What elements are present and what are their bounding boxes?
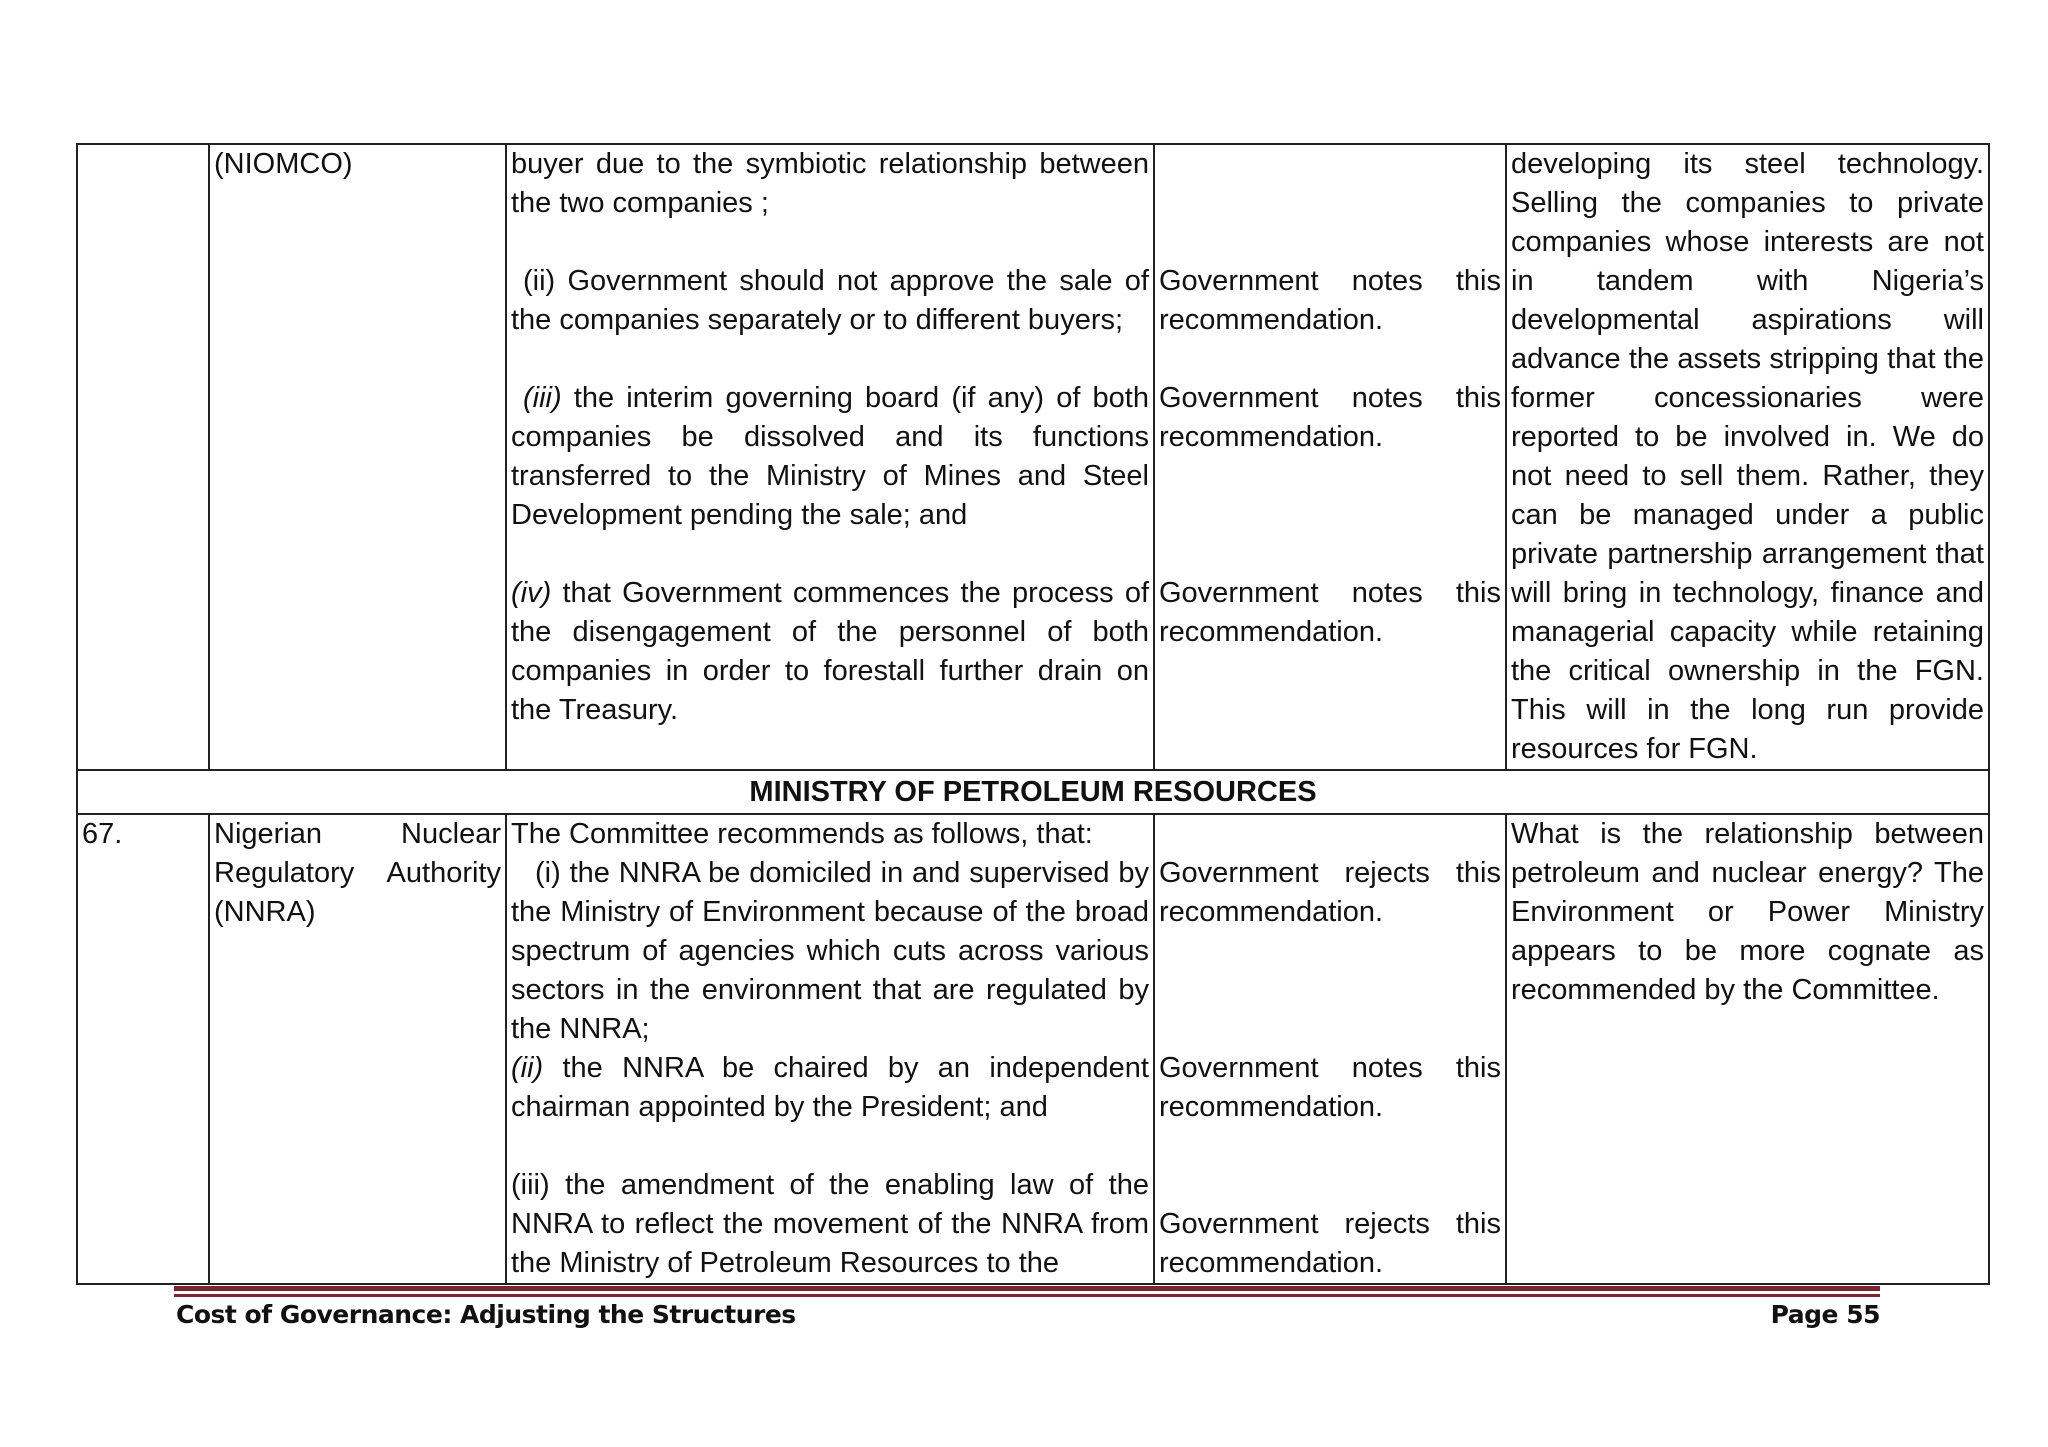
recommendation-text: (ii) Government should not approve the sale of the companies separately or to different buyers; <box>511 265 1149 336</box>
recommendation-item <box>511 574 1149 730</box>
recommendation-item <box>511 379 1149 535</box>
recommendation-text: the interim governing board (if any) of both companies be dissolved and its functions transferred to the Ministry of Mines and Steel Development pending the sale; and <box>511 382 1149 531</box>
recommendation-label: (ii) <box>511 1052 544 1084</box>
government-response: Government notes this recommendation. <box>1159 382 1501 453</box>
comment-text: developing its steel technology. Selling the companies to private companies whose interests are not in tandem with Nigeria’s developmental aspirations will advance the assets stripping that the former concessionaries were reported to be involved in. We do not need to sell them. Rather, they can be managed under a public private partnership arrangement that will bring in technology, finance and managerial capacity while retaining the critical ownership in the FGN. This will in the long run provide resources for FGN. <box>1511 148 1984 765</box>
recommendation-item <box>511 1049 1149 1127</box>
section-row <box>77 770 1989 814</box>
government-response: Government rejects this recommendation. <box>1159 857 1501 928</box>
table-row <box>77 144 1989 770</box>
table-row <box>77 814 1989 1284</box>
government-response: Government rejects this recommendation. <box>1159 1208 1501 1279</box>
recommendation-text: buyer due to the symbiotic relationship between the two companies ; <box>511 148 1149 219</box>
agency-name: Nigerian Nuclear Regulatory Authority (NNRA) <box>214 818 501 928</box>
row-number-cell: 67. <box>77 814 209 1284</box>
footer-rule <box>174 1286 1880 1291</box>
comment-text: What is the relationship between petroleum and nuclear energy? The Environment or Power Ministry appears to be more cognate as recommended by the Committee. <box>1511 818 1984 1006</box>
government-response: Government notes this recommendation. <box>1159 577 1501 648</box>
response-cell <box>1154 814 1506 1284</box>
recommendations-table <box>76 143 1990 1285</box>
government-response: Government notes this recommendation. <box>1159 1052 1501 1123</box>
comment-cell <box>1506 814 1989 1284</box>
agency-cell <box>209 144 506 770</box>
comment-cell <box>1506 144 1989 770</box>
agency-name: (NIOMCO) <box>214 148 353 180</box>
section-heading: MINISTRY OF PETROLEUM RESOURCES <box>77 770 1989 814</box>
recommendation-intro: The Committee recommends as follows, that: <box>511 818 1093 850</box>
agency-cell <box>209 814 506 1284</box>
footer-rule <box>174 1294 1880 1297</box>
row-number-cell <box>77 144 209 770</box>
recommendation-text: the NNRA be chaired by an independent chairman appointed by the President; and <box>511 1052 1149 1123</box>
recommendations-cell <box>506 814 1154 1284</box>
recommendation-label: (iii) <box>523 382 562 414</box>
response-cell <box>1154 144 1506 770</box>
page-number: Page 55 <box>1770 1300 1880 1329</box>
recommendation-label: (iv) <box>511 577 552 609</box>
footer-title: Cost of Governance: Adjusting the Structures <box>176 1300 796 1329</box>
recommendation-text: (i) the NNRA be domiciled in and supervised by the Ministry of Environment because of the broad spectrum of agencies which cuts across various sectors in the environment that are regulated by the NNRA; <box>511 857 1149 1045</box>
recommendations-cell <box>506 144 1154 770</box>
recommendation-text: (iii) the amendment of the enabling law of the NNRA to reflect the movement of the NNRA from the Ministry of Petroleum Resources to the <box>511 1169 1149 1279</box>
recommendation-text: that Government commences the process of the disengagement of the personnel of both companies in order to forestall further drain on the Treasury. <box>511 577 1149 726</box>
government-response: Government notes this recommendation. <box>1159 265 1501 336</box>
